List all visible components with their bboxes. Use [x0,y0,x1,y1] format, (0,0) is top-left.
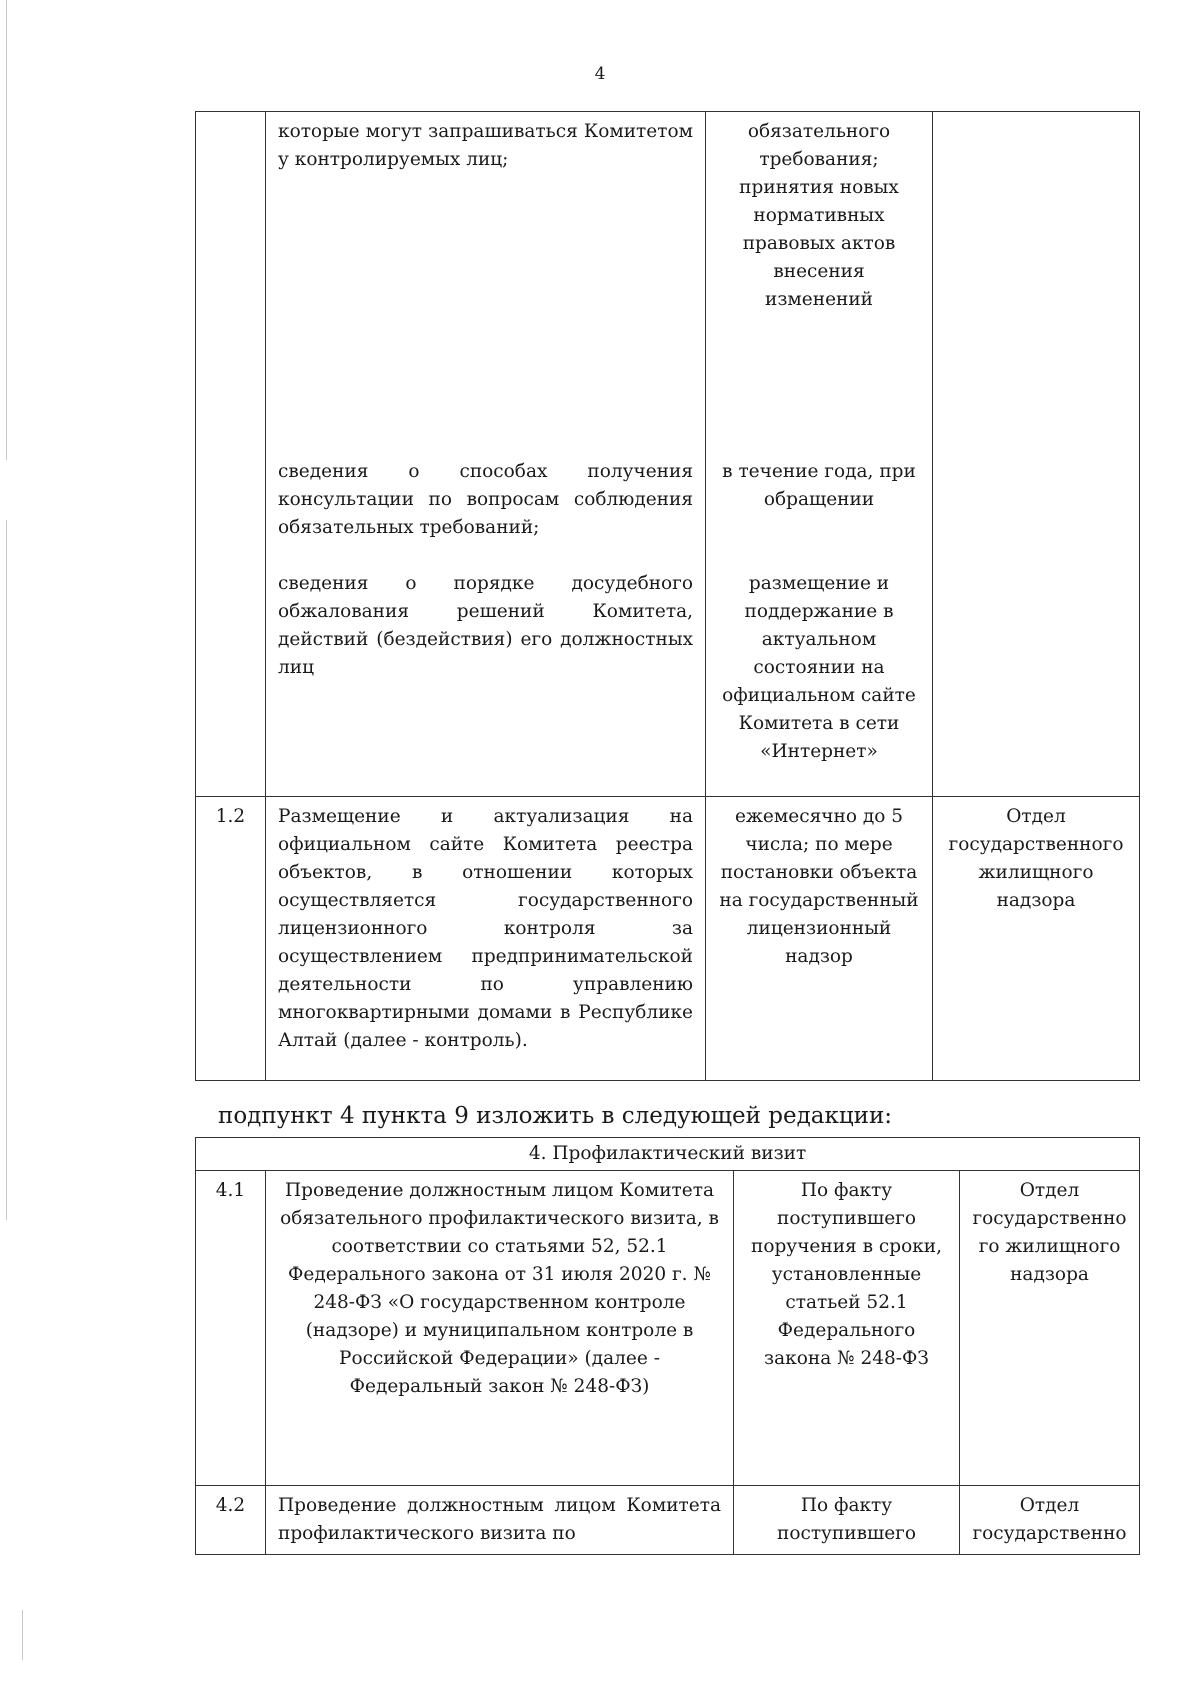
scan-edge-mark [6,0,7,460]
list-item: которые могут запрашиваться Комитетом у контролируемых лиц; [278,121,693,170]
section-title: 4. Профилактический визит [196,1138,1140,1171]
row-number [196,112,266,797]
list-item: сведения о способах получения консультации по вопросам соблюдения обязательных требований; [278,461,693,538]
scan-edge-mark [6,520,7,1220]
row-description: Размещение и актуализация на официальном сайте Комитета реестра объектов, в отношении которых осуществляется государственного лицензионного контроля за осуществлением предпринимательской деятельности по управлению многоквартирными домами в Республике Алтай (далее - контроль). [266,797,706,1081]
plan-table-continuation [195,111,1140,1081]
row-responsible: Отдел государственно [960,1486,1140,1555]
row-description [266,112,706,797]
term-text: обязательного требования; принятия новых нормативных правовых актов внесения изменений [739,121,899,310]
list-item: сведения о порядке досудебного обжалования решений Комитета, действий (бездействия) его должностных лиц [278,573,693,678]
row-term: По факту поступившего поручения в сроки, установленные статьей 52.1 Федерального закона № 248-ФЗ [734,1171,960,1486]
term-text: в течение года, при обращении [722,461,916,510]
plan-table-amended [195,1137,1140,1555]
row-responsible: Отдел государственно го жилищного надзора [960,1171,1140,1486]
row-description: Проведение должностным лицом Комитета профилактического визита по [266,1486,734,1555]
table-row [196,1171,1140,1486]
row-number: 4.2 [196,1486,266,1555]
row-term: ежемесячно до 5 числа; по мере постановки объекта на государственный лицензионный надзор [706,797,933,1081]
table-row [196,1486,1140,1555]
row-responsible [933,112,1140,797]
page-number: 4 [594,64,606,84]
row-responsible: Отдел государственного жилищного надзора [933,797,1140,1081]
row-number: 1.2 [196,797,266,1081]
row-term [706,112,933,797]
row-number: 4.1 [196,1171,266,1486]
table-row [196,797,1140,1081]
amendment-heading: подпункт 4 пункта 9 изложить в следующей редакции: [218,1103,893,1129]
row-description: Проведение должностным лицом Комитета обязательного профилактического визита, в соответствии со статьями 52, 52.1 Федерального закона от 31 июля 2020 г. № 248-ФЗ «О государственном контроле (надзоре) и муниципальном контроле в Российской Федерации» (далее - Федеральный закон № 248-ФЗ) [266,1171,734,1486]
scan-edge-mark [22,1610,23,1660]
term-text: размещение и поддержание в актуальном состоянии на официальном сайте Комитета в сети «Интернет» [722,573,916,762]
table-row [196,112,1140,797]
table-section-row [196,1138,1140,1171]
row-term: По факту поступившего [734,1486,960,1555]
